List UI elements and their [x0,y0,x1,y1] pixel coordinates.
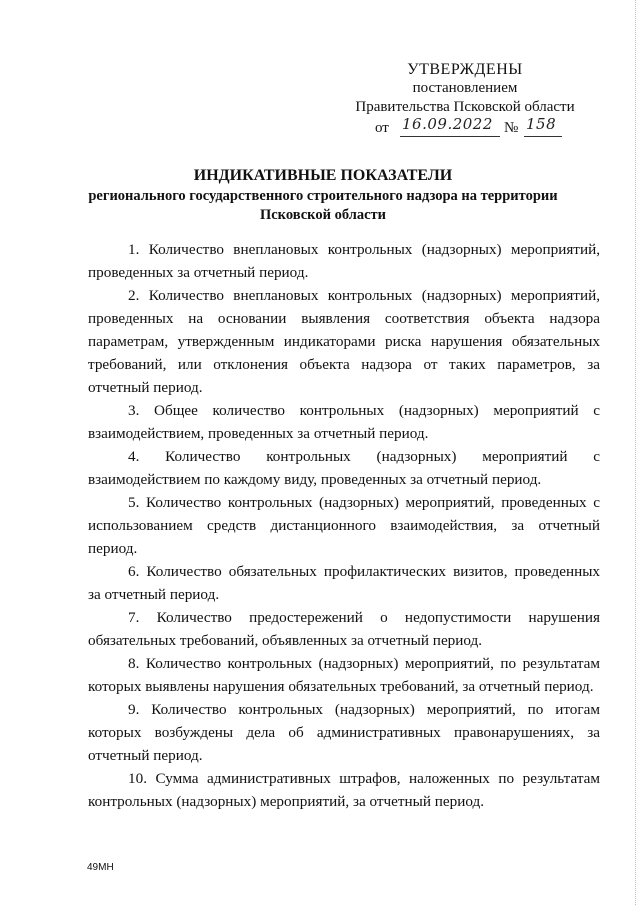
date-underline [400,136,500,137]
approval-line-resolution: постановлением [412,80,518,96]
scan-edge [634,0,636,905]
indicator-list [88,238,600,813]
title-subtitle-line2: Псковской области [259,207,387,223]
approval-stamp [340,60,590,139]
approval-heading: УТВЕРЖДЕНЫ [407,61,523,78]
indicator-item-2: 2. Количество внеплановых контрольных (надзорных) мероприятий, проведенных на основании выявления соответствия объекта надзора параметрам, утвержденным индикаторами риска нарушения обязательных требований, или отклонения объекта надзора от таких параметров, за отчетный период. [88,287,600,396]
footer-code: 49МН [87,862,114,873]
indicator-item-8: 8. Количество контрольных (надзорных) мероприятий, по результатам которых выявлены нарушения обязательных требований, за отчетный период. [88,655,600,695]
approval-date-number-line [340,117,590,139]
indicator-item-1: 1. Количество внеплановых контрольных (надзорных) мероприятий, проведенных за отчетный период. [88,241,600,281]
handwritten-number: 158 [526,115,557,133]
document-title [88,165,558,225]
handwritten-date: 16.09.2022 [402,115,493,133]
indicator-item-7: 7. Количество предостережений о недопустимости нарушения обязательных требований, объявленных за отчетный период. [88,609,600,649]
title-main: ИНДИКАТИВНЫЕ ПОКАЗАТЕЛИ [193,167,453,184]
approval-line-government: Правительства Псковской области [355,99,575,115]
approval-date-prefix: от [375,120,389,136]
indicator-item-5: 5. Количество контрольных (надзорных) мероприятий, проведенных с использованием средств дистанционного взаимодействия, за отчетный период. [88,494,600,557]
number-underline [524,136,562,137]
indicator-item-9: 9. Количество контрольных (надзорных) мероприятий, по итогам которых возбуждены дела об административных правонарушениях, за отчетный период. [88,701,600,764]
indicator-item-4: 4. Количество контрольных (надзорных) мероприятий с взаимодействием по каждому виду, проведенных за отчетный период. [88,448,600,488]
number-sign: № [504,120,519,136]
title-subtitle-line1: регионального государственного строительного надзора на территории [88,188,558,204]
indicator-item-3: 3. Общее количество контрольных (надзорных) мероприятий с взаимодействием, проведенных за отчетный период. [88,402,600,442]
indicator-item-6: 6. Количество обязательных профилактических визитов, проведенных за отчетный период. [88,563,600,603]
indicator-item-10: 10. Сумма административных штрафов, наложенных по результатам контрольных (надзорных) мероприятий, за отчетный период. [88,770,600,810]
